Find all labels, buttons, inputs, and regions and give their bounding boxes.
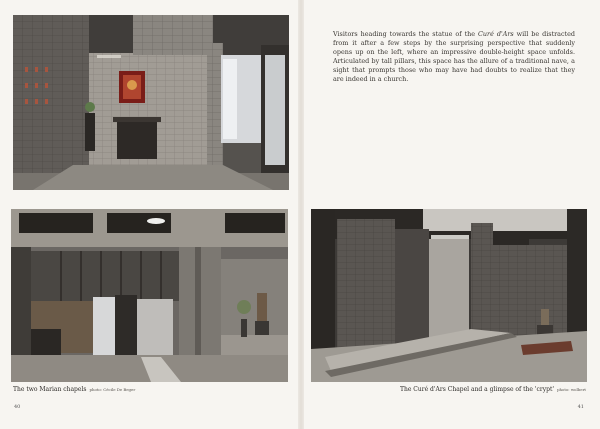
paragraph-text-end: will be distracted from it after a few steps by the surprising perspective that suddenly opens up on the left, where an impressive double-height space unfolds. Articulated by tall pillars, this space has the allure of a traditional nave, a sight that prompts those who may have had doubts to realize that they are indeed in a church. — [333, 30, 576, 84]
marian-chapel-altar-photo — [13, 15, 289, 190]
marian-chapels-corridor-photo — [11, 209, 288, 382]
right-page-number: 41 — [577, 404, 584, 410]
right-caption-title: The Curé d'Ars Chapel and a glimpse of the 'crypt' — [399, 386, 555, 393]
left-caption-title: The two Marian chapels — [13, 386, 87, 393]
cure-dars-chapel-photo — [311, 209, 587, 382]
page-gutter — [298, 0, 304, 429]
left-caption — [13, 386, 135, 393]
right-caption-credit: photo: wolbert — [557, 387, 586, 392]
left-page-number: 40 — [14, 404, 21, 410]
right-caption — [400, 386, 586, 393]
paragraph-text-start: Visitors heading towards the statue of the — [333, 30, 479, 38]
body-paragraph — [333, 30, 575, 85]
paragraph-italic-term: Curé d'Ars — [478, 30, 514, 38]
left-caption-credit: photo: Cécile De Beger — [89, 387, 136, 392]
